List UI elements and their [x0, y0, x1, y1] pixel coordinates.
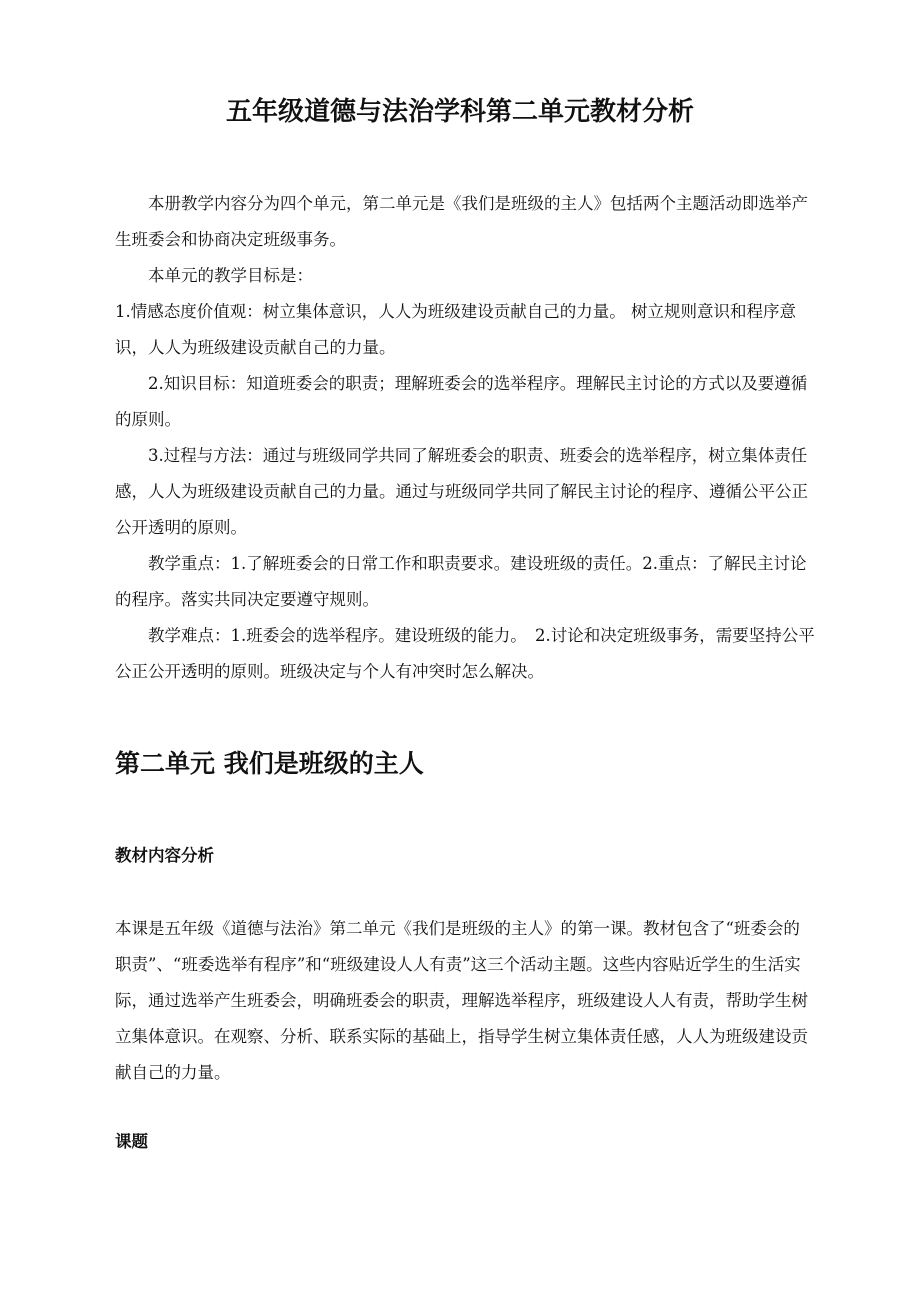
document-title: 五年级道德与法治学科第二单元教材分析: [225, 97, 694, 127]
difficulties: 教学难点：1.班委会的选举程序。建设班级的能力。 2.讨论和决定班级事务，需要坚持公平公正公开透明的原则。班级决定与个人有冲突时怎么解决。: [115, 626, 815, 681]
analysis-heading: 教材内容分析: [115, 846, 214, 865]
goals-intro: 本单元的教学目标是：: [148, 266, 313, 285]
goal-3: 3.过程与方法：通过与班级同学共同了解班委会的职责、班委会的选举程序，树立集体责任感，人人为班级建设贡献自己的力量。通过与班级同学共同了解民主讨论的程序、遵循公平公正公开透明的原则。: [115, 446, 808, 537]
topic-heading: 课题: [115, 1132, 148, 1151]
key-points: 教学重点：1.了解班委会的日常工作和职责要求。建设班级的责任。2.重点：了解民主讨论的程序。落实共同决定要遵守规则。: [115, 554, 807, 609]
intro-paragraph: 本册教学内容分为四个单元，第二单元是《我们是班级的主人》包括两个主题活动即选举产生班委会和协商决定班级事务。: [115, 194, 808, 249]
intro-section: [115, 186, 815, 690]
goal-1: 1.情感态度价值观：树立集体意识，人人为班级建设贡献自己的力量。 树立规则意识和程序意识，人人为班级建设贡献自己的力量。: [115, 302, 796, 357]
unit-heading: 第二单元 我们是班级的主人: [115, 749, 424, 778]
analysis-section: [115, 911, 815, 1091]
goal-2: 2.知识目标：知道班委会的职责；理解班委会的选举程序。理解民主讨论的方式以及要遵循的原则。: [115, 374, 808, 429]
analysis-paragraph: 本课是五年级《道德与法治》第二单元《我们是班级的主人》的第一课。教材包含了“班委会的职责”、“班委选举有程序”和“班级建设人人有责”这三个活动主题。这些内容贴近学生的生活实际，通过选举产生班委会，明确班委会的职责，理解选举程序，班级建设人人有责，帮助学生树立集体意识。在观察、分析、联系实际的基础上，指导学生树立集体责任感，人人为班级建设贡献自己的力量。: [115, 919, 808, 1082]
